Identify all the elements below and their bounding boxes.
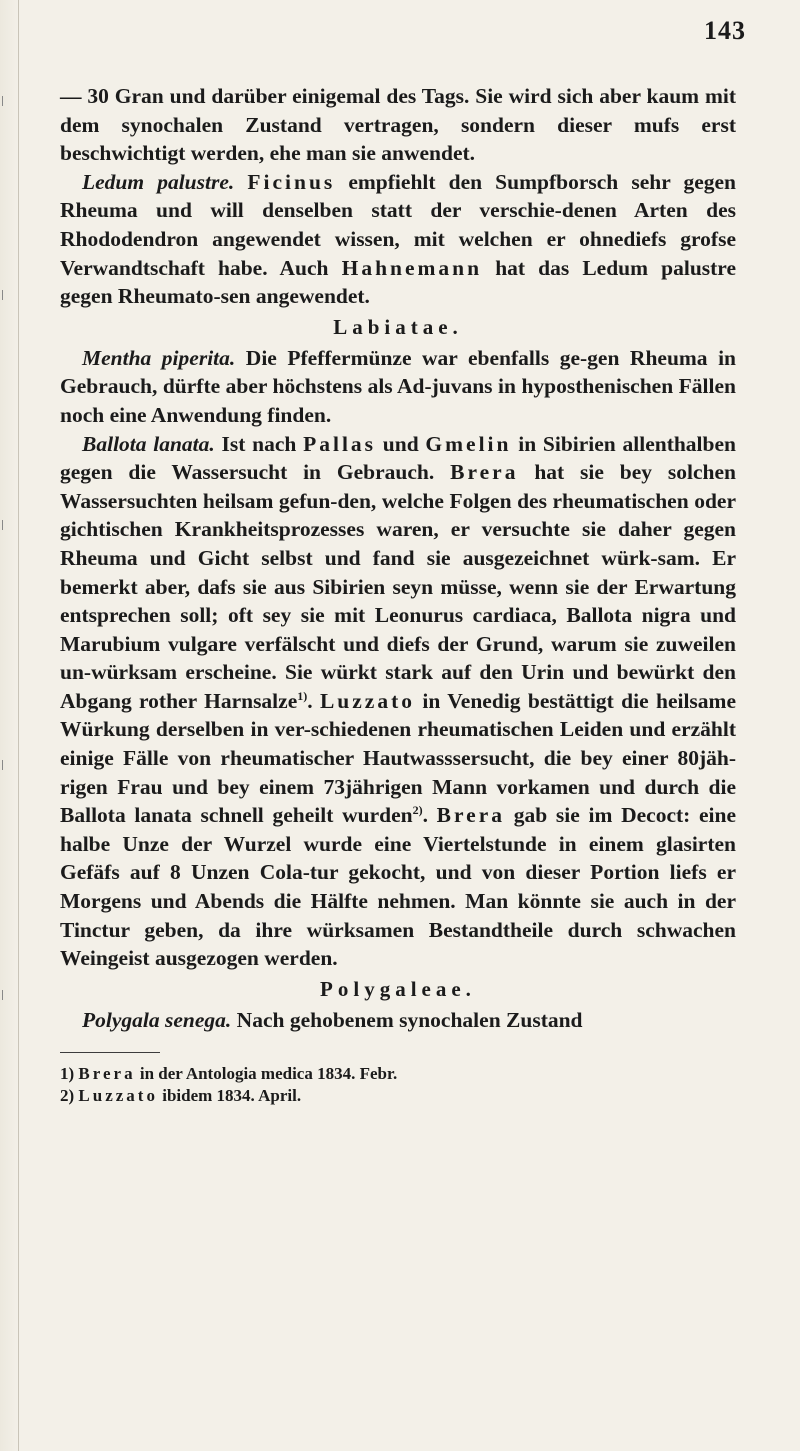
paragraph-text: . [422,803,428,828]
footnote [60,1085,736,1107]
paragraph-mentha [60,344,736,430]
footnote-ref[interactable]: 2) [412,803,423,818]
margin-mark [2,760,9,770]
author-name: Luzzato [78,1086,158,1106]
paragraph-ledum [60,168,736,311]
paragraph-dosage: — 30 Gran und darüber einigemal des Tags. Sie wird sich aber kaum mit dem synochalen Zustand vertragen, sondern dieser mufs erst beschwichtigt werden, ehe man sie anwendet. [60,84,736,166]
section-heading-polygaleae: Polygaleae. [320,976,476,1001]
paragraph-text: hat sie bey solchen Wassersuchten heilsam gefun-den, welche Folgen des rheumatischen oder gichtischen Krankheitsprozesses waren, er versuchte sie daher gegen Rheuma und Gicht selbst und fand sie ausgezeichnet würk-sam. Er bemerkt aber, dafs sie aus Sibirien seyn müsse, wenn sie der Erwartung entsprechen soll; oft sey sie mit Leonurus cardiaca, Ballota nigra und Marubium vulgare verfälscht und diefs der Grund, warum sie zuweilen un-würksam erscheine. Sie würkt stark auf den Urin und bewürkt den Abgang rother Harnsalze [60,460,737,713]
species-name: Ballota lanata. [82,431,215,456]
footnote-number: 2) [60,1086,75,1106]
author-name: Brera [450,460,519,485]
author-name: Luzzato [319,688,416,713]
page-number: 143 [704,16,746,45]
paragraph-text: gab sie im Decoct: eine halbe Unze der Wurzel wurde eine Viertelstunde in einem glasirten Gefäfs auf 8 Unzen Cola-tur gekocht, und von dieser Portion liefs er Morgens und Abends die Hälfte nehmen. Man könnte sie auch in der Tinctur geben, da ihre würksamen Bestandtheile durch schwachen Weingeist ausgezogen werden. [60,803,737,971]
margin-mark [2,290,9,300]
footnote-text: in der Antologia medica 1834. Febr. [139,1064,398,1084]
paragraph-text: empfiehlt den Sumpfborsch sehr gegen Rheuma und will denselben statt der verschie-denen Arten des Rhododendron angewendet wissen, mit welchen er ohnediefs grofse Verwandtschaft habe. Auch [60,169,736,280]
author-name: Pallas [303,431,377,456]
paragraph-polygala [60,1006,736,1035]
section-heading-labiatae: Labiatae. [333,314,463,339]
page-body [60,82,736,1107]
paragraph-text: in Sibirien allenthalben gegen die Wassersucht in Gebrauch. [60,431,736,485]
paragraph-text: Ist nach [221,431,297,456]
species-name: Mentha piperita. [82,345,236,370]
margin-mark [2,990,9,1000]
species-name: Ledum palustre. [82,169,235,194]
author-name: Ficinus [247,169,336,194]
paragraph-text: und [382,431,419,456]
author-name: Hahnemann [341,255,483,280]
author-name: Brera [78,1064,136,1084]
footnote-number: 1) [60,1064,75,1084]
paragraph-text: in Venedig bestättigt die heilsame Würkung derselben in ver-schiedenen rheumatischen Leiden und erzählt einige Fälle von rheumatischer Hautwasssersucht, die bey einer 80jäh-rigen Frau und bey einem 73jährigen Mann vorkamen und durch die Ballota lanata schnell geheilt wurden [60,688,737,828]
paragraph-text: hat das Ledum palustre gegen Rheumato-sen angewendet. [60,255,736,309]
footnote-ref[interactable]: 1) [297,688,308,703]
paragraph-ballota [60,430,736,973]
author-name: Gmelin [425,431,512,456]
footnote-text: ibidem 1834. April. [162,1086,302,1106]
author-name: Brera [436,803,506,828]
page-gutter [0,0,19,1451]
footnote-divider [60,1052,160,1053]
margin-mark [2,96,9,106]
footnote [60,1063,736,1085]
paragraph-text: Die Pfeffermünze war ebenfalls ge-gen Rheuma in Gebrauch, dürfte aber höchstens als Ad-juvans in hyposthenischen Fällen noch eine Anwendung finden. [60,345,737,427]
species-name: Polygala senega. [82,1007,232,1032]
paragraph-text: Nach gehobenem synochalen Zustand [236,1007,583,1032]
margin-mark [2,520,9,530]
paragraph-text: . [307,688,313,713]
